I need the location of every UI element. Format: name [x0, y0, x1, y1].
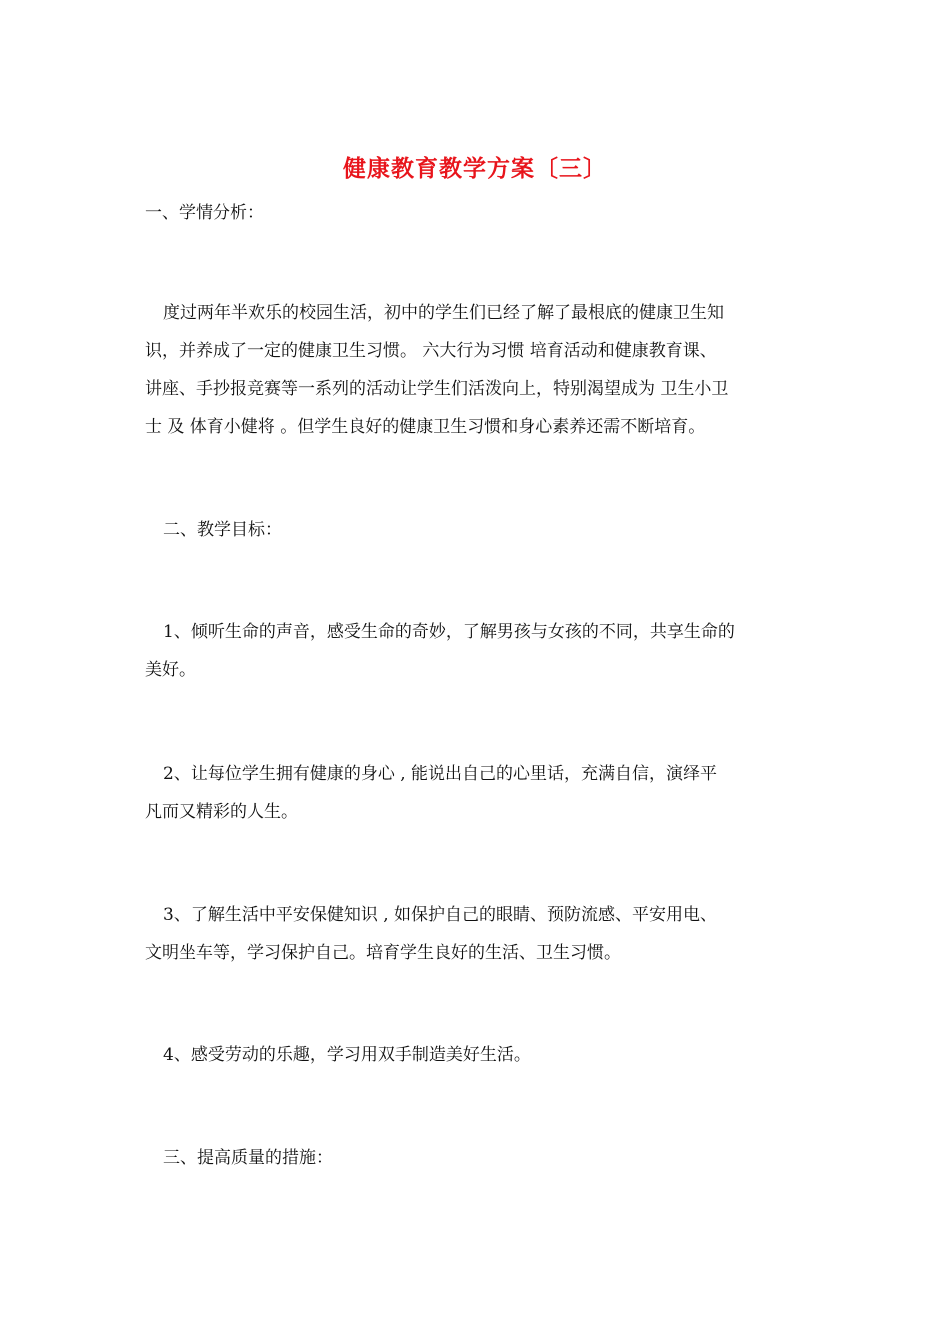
goal-item-1-continued: 美好。	[145, 660, 196, 680]
goal-item-3-continued: 文明坐车等，学习保护自己。培育学生良好的生活、卫生习惯。	[145, 943, 621, 963]
goal-item-2: 2、让每位学生拥有健康的身心 , 能说出自己的心里话，充满自信，演绎平	[163, 764, 718, 784]
document-title: 健康教育教学方案〔三〕	[343, 155, 607, 182]
paragraph-line: 士 及 体育小健将 。但学生良好的健康卫生习惯和身心素养还需不断培育。	[145, 417, 706, 437]
paragraph-line: 识，并养成了一定的健康卫生习惯。 六大行为习惯 培育活动和健康教育课、	[145, 341, 717, 361]
section-heading-measures: 三、提高质量的措施：	[163, 1148, 333, 1168]
section-heading-analysis: 一、学情分析：	[145, 203, 264, 223]
goal-item-3: 3、了解生活中平安保健知识 , 如保护自己的眼睛、预防流感、平安用电、	[163, 905, 718, 925]
paragraph-line: 度过两年半欢乐的校园生活，初中的学生们已经了解了最根底的健康卫生知	[163, 303, 724, 323]
section-heading-goals: 二、教学目标：	[163, 520, 282, 540]
goal-item-2-continued: 凡而又精彩的人生。	[145, 802, 298, 822]
goal-item-4: 4、感受劳动的乐趣，学习用双手制造美好生活。	[163, 1045, 531, 1065]
paragraph-line: 讲座、手抄报竞赛等一系列的活动让学生们活泼向上，特别渴望成为 卫生小卫	[145, 379, 729, 399]
goal-item-1: 1、倾听生命的声音，感受生命的奇妙，了解男孩与女孩的不同，共享生命的	[163, 622, 735, 642]
